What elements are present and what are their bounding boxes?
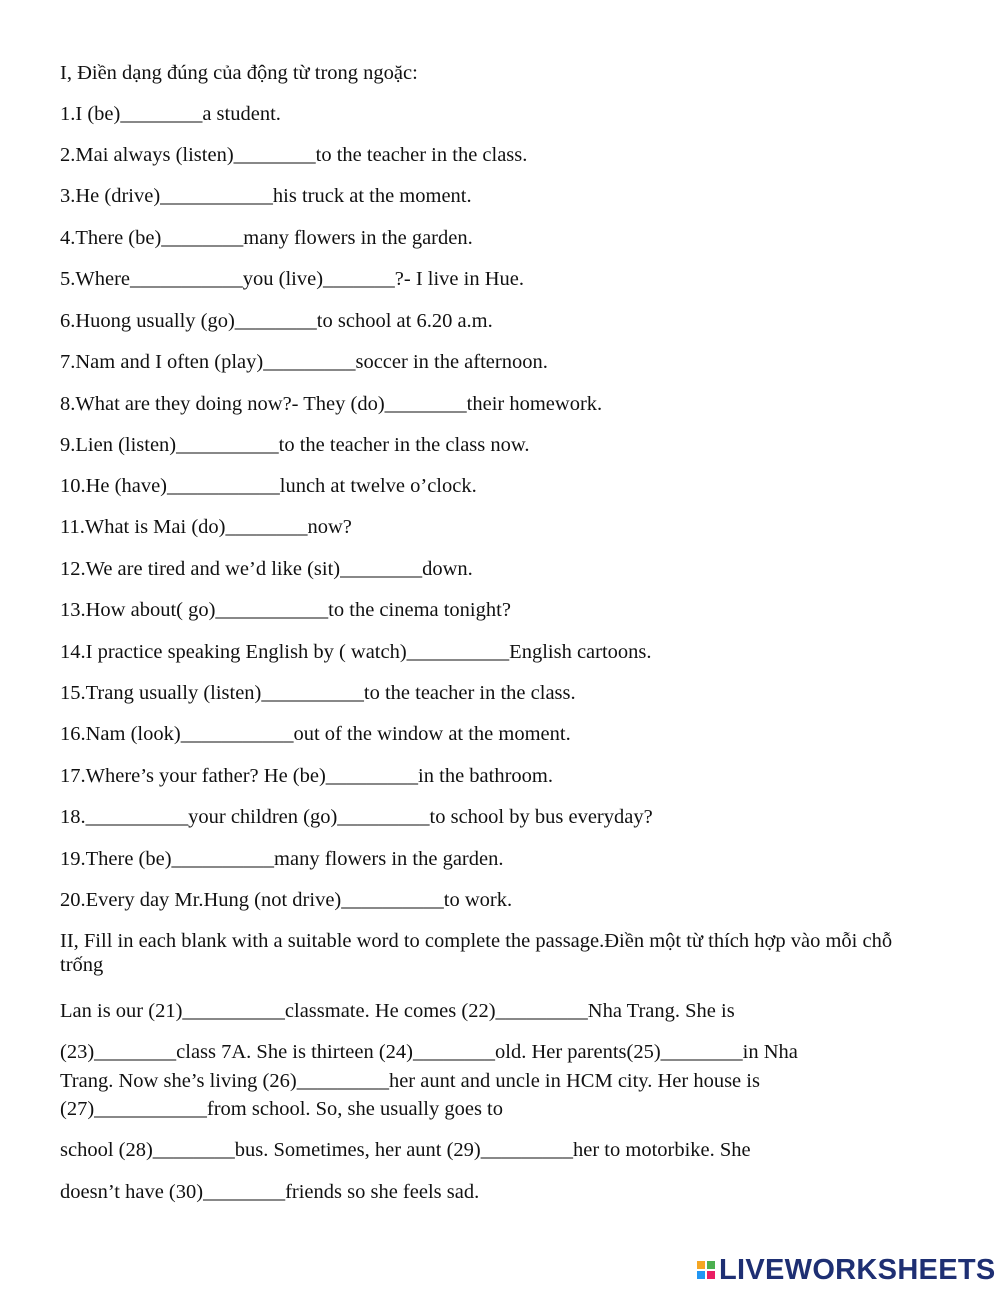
logo-block-2 — [707, 1261, 715, 1269]
logo-block-4 — [707, 1271, 715, 1279]
exercise-item-16: 16.Nam (look)___________out of the window at the moment. — [60, 723, 571, 745]
exercise-item-18: 18.__________your children (go)_________to school by bus everyday? — [60, 806, 653, 828]
exercise-item-10: 10.He (have)___________lunch at twelve o’clock. — [60, 475, 477, 497]
exercise-item-1: 1.I (be)________a student. — [60, 103, 281, 125]
logo-blocks-icon — [697, 1261, 715, 1279]
logo-block-1 — [697, 1261, 705, 1269]
passage-line-3: Trang. Now she’s living (26)_________her aunt and uncle in HCM city. Her house is — [60, 1070, 760, 1092]
passage-line-2: (23)________class 7A. She is thirteen (24)________old. Her parents(25)________in Nha — [60, 1041, 798, 1063]
logo-block-3 — [697, 1271, 705, 1279]
exercise-item-13: 13.How about( go)___________to the cinema tonight? — [60, 599, 511, 621]
liveworksheets-logo — [697, 1253, 996, 1287]
passage-line-5: school (28)________bus. Sometimes, her aunt (29)_________her to motorbike. She — [60, 1139, 751, 1161]
exercise-item-14: 14.I practice speaking English by ( watch)__________English cartoons. — [60, 641, 652, 663]
exercise-item-4: 4.There (be)________many flowers in the garden. — [60, 227, 473, 249]
section1-heading: I, Điền dạng đúng của động từ trong ngoặc: — [60, 62, 418, 84]
exercise-item-12: 12.We are tired and we’d like (sit)________down. — [60, 558, 473, 580]
exercise-item-19: 19.There (be)__________many flowers in the garden. — [60, 848, 504, 870]
logo-text: LIVEWORKSHEETS — [719, 1254, 996, 1286]
exercise-item-15: 15.Trang usually (listen)__________to the teacher in the class. — [60, 682, 576, 704]
passage-line-1: Lan is our (21)__________classmate. He comes (22)_________Nha Trang. She is — [60, 1000, 735, 1022]
section2-heading: II, Fill in each blank with a suitable word to complete the passage.Điền một từ thích hợp vào mỗi chỗ trống — [60, 930, 893, 976]
exercise-item-20: 20.Every day Mr.Hung (not drive)__________to work. — [60, 889, 513, 911]
passage-line-6: doesn’t have (30)________friends so she feels sad. — [60, 1181, 480, 1203]
exercise-item-8: 8.What are they doing now?- They (do)________their homework. — [60, 393, 603, 415]
exercise-item-3: 3.He (drive)___________his truck at the moment. — [60, 185, 472, 207]
exercise-item-11: 11.What is Mai (do)________now? — [60, 516, 352, 538]
passage-line-4: (27)___________from school. So, she usually goes to — [60, 1098, 503, 1120]
exercise-item-5: 5.Where___________you (live)_______?- I live in Hue. — [60, 268, 524, 290]
exercise-item-17: 17.Where’s your father? He (be)_________in the bathroom. — [60, 765, 553, 787]
exercise-item-2: 2.Mai always (listen)________to the teacher in the class. — [60, 144, 528, 166]
exercise-item-7: 7.Nam and I often (play)_________soccer in the afternoon. — [60, 351, 548, 373]
exercise-item-6: 6.Huong usually (go)________to school at 6.20 a.m. — [60, 310, 493, 332]
exercise-item-9: 9.Lien (listen)__________to the teacher in the class now. — [60, 434, 530, 456]
